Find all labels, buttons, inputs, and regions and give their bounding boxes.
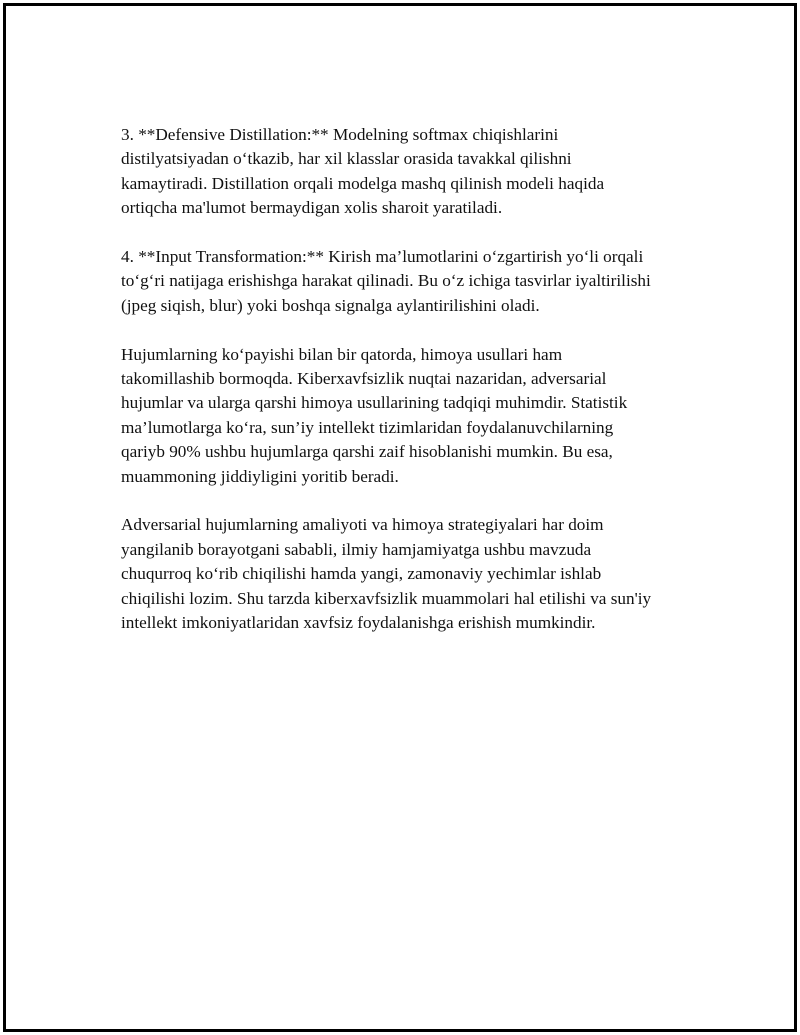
text-line: toʻgʻri natijaga erishishga harakat qilinadi. Bu oʻz ichiga tasvirlar iyaltirilishi [121, 271, 651, 291]
text-line: chuqurroq koʻrib chiqilishi hamda yangi, zamonaviy yechimlar ishlab [121, 564, 602, 584]
text-line: 3. **Defensive Distillation:** Modelning softmax chiqishlarini [121, 125, 559, 144]
text-line: distilyatsiyadan oʻtkazib, har xil klasslar orasida tavakkal qilishni [121, 149, 572, 169]
text-line: takomillashib bormoqda. Kiberxavfsizlik nuqtai nazaridan, adversarial [121, 369, 607, 389]
text-line: muammoning jiddiyligini yoritib beradi. [121, 466, 399, 486]
text-line: yangilanib borayotgani sababli, ilmiy hamjamiyatga ushbu mavzuda [121, 539, 592, 559]
text-line: ma’lumotlarga koʻra, sun’iy intellekt tizimlaridan foydalanuvchilarning [121, 417, 614, 437]
text-line: 4. **Input Transformation:** Kirish ma’lumotlarini oʻzgartirish yoʻli orqali [121, 247, 644, 267]
text-line: hujumlar va ularga qarshi himoya usullarining tadqiqi muhimdir. Statistik [121, 393, 628, 413]
text-line: intellekt imkoniyatlaridan xavfsiz foydalanishga erishish mumkindir. [121, 613, 596, 633]
text-line: ortiqcha ma'lumot bermaydigan xolis sharoit yaratiladi. [121, 198, 503, 218]
text-line: Adversarial hujumlarning amaliyoti va himoya strategiyalari har doim [121, 515, 604, 535]
text-line: chiqilishi lozim. Shu tarzda kiberxavfsizlik muammolari hal etilishi va sun'iy [121, 588, 652, 608]
paragraph-input-transformation [121, 245, 701, 318]
page-frame [3, 3, 797, 1032]
text-line: (jpeg siqish, blur) yoki boshqa signalga aylantirilishini oladi. [121, 295, 540, 315]
text-line: qariyb 90% ushbu hujumlarga qarshi zaif hisoblanishi mumkin. Bu esa, [121, 442, 613, 462]
paragraph-attack-growth [121, 343, 701, 489]
document-body [121, 123, 701, 660]
paragraph-defensive-distillation [121, 123, 701, 221]
text-line: Hujumlarning koʻpayishi bilan bir qatorda, himoya usullari ham [121, 344, 563, 364]
text-line: kamaytiradi. Distillation orqali modelga mashq qilinish modeli haqida [121, 173, 605, 193]
paragraph-conclusion [121, 513, 701, 635]
